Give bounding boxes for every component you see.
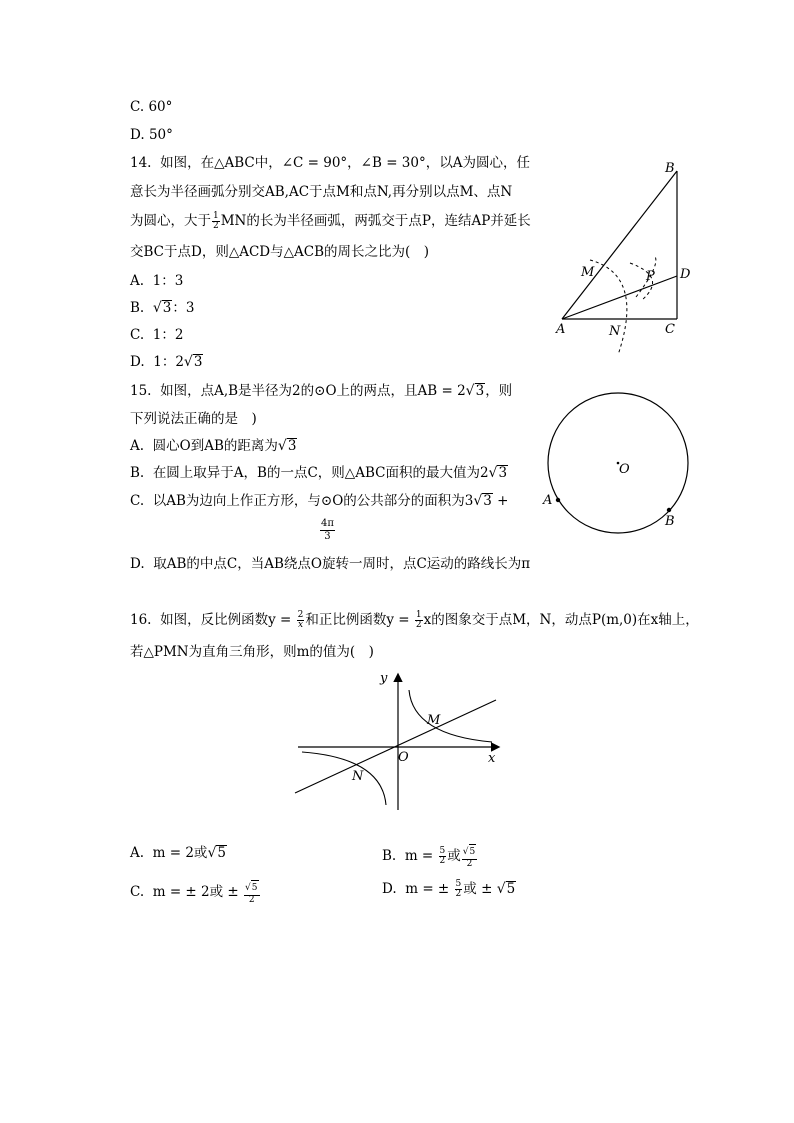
q15-stem-line-2 [130,410,257,428]
question-number: 15. [130,383,152,399]
frac-num: √5 [462,844,477,860]
frac-den: 2 [455,889,462,899]
frac-num: 4π [321,518,334,529]
option-text: 1：3 [152,273,184,289]
label-y: y [380,671,388,686]
option-text: 或 ± [463,881,497,897]
frac-den: 2 [439,856,446,866]
sqrt-radicand: 5 [469,844,477,859]
option-text: 取AB的中点C，当AB绕点O旋转一周时，点C运动的路线长为π [153,556,531,572]
q16-option-a [130,844,227,862]
frac-den: 2 [248,895,255,905]
q14-option-d [130,353,203,371]
stem-text: ，则 [485,383,513,399]
q14-stem-line-2 [130,183,512,201]
frac-den: 2 [213,221,219,231]
stem-text: 如图，点A,B是半径为2的⊙O上的两点，且AB = 2 [160,383,466,399]
fraction-root5-over-2 [462,844,477,869]
frac-den: 3 [324,531,331,542]
option-label: B. [382,848,397,864]
label-n: N [609,324,621,339]
option-text: + [492,493,509,509]
option-text: 在圆上取异于A，B的一点C，则△ABC面积的最大值为2 [152,465,489,481]
option-text: 50° [148,127,173,143]
option-text: m = ± 2或 ± [152,884,244,900]
fraction-2-over-x [297,611,305,630]
option-text: 1：2 [153,354,184,370]
sqrt-sign: √ [488,465,498,481]
option-text: 以AB为边向上作正方形，与⊙O的公共部分的面积为3 [152,493,474,509]
q16-option-d [382,880,516,899]
option-label: A. [130,845,145,861]
sqrt-radicand: 3 [498,465,508,481]
option-text: 或 [447,848,461,864]
stem-text: 若△PMN为直角三角形，则m的值为( ) [130,644,374,660]
q14-option-c [130,326,183,344]
option-label: B. [130,465,145,481]
q15-option-c [130,492,509,510]
label-p: P [646,269,655,284]
question-number: 14. [130,155,152,171]
sqrt-radicand: 3 [287,438,297,454]
q15-circle-figure [540,390,700,535]
frac-num: 2 [297,610,304,620]
fraction-half [212,212,220,231]
option-label: C. [130,493,145,509]
q14-option-b [130,299,194,317]
sqrt-radicand: 5 [217,845,226,861]
q14-triangle-figure [550,155,700,355]
sqrt-sign: √ [152,300,162,316]
sqrt-radicand: 3 [475,383,485,399]
frac-num: 1 [213,211,219,221]
option-label: D. [130,354,145,370]
q13-option-c [130,98,172,116]
option-label: D. [130,127,145,143]
option-text: 60° [148,99,173,115]
sqrt-sign: √ [277,438,287,454]
arc-from-a [590,260,627,355]
option-text: 圆心O到AB的距离为 [152,438,278,454]
option-text: ：3 [172,300,195,316]
option-label: A. [130,438,145,454]
hyperbola-branch-2 [302,752,386,805]
point-a [556,498,560,502]
q16-stem-line-2 [130,643,374,661]
label-o: O [398,750,409,765]
sqrt-radicand: 3 [193,354,203,370]
segment-ab [562,171,677,319]
frac-num: √5 [244,880,259,896]
q16-stem-line-1 [130,611,699,630]
stem-text: MN的长为半径画弧，两弧交于点P，连结AP并延长 [220,213,531,229]
sqrt-radicand: 5 [506,881,516,897]
frac-den: 2 [466,859,473,869]
q16-graph-figure [290,670,510,815]
q16-option-c [130,880,261,905]
q15-option-b [130,464,508,482]
sqrt-radicand: 3 [483,493,492,509]
option-label: D. [130,556,145,572]
option-text: 1：2 [152,327,184,343]
stem-text: 交BC于点D，则△ACD与△ACB的周长之比为( ) [130,244,430,260]
frac-den: x [297,620,304,630]
sqrt-radicand: 5 [251,880,259,895]
q14-stem-line-1 [130,154,530,172]
option-label: C. [130,99,145,115]
point-b [667,508,671,512]
label-b: B [665,161,675,176]
q15-stem-line-1 [130,382,512,400]
frac-num: 5 [455,879,462,889]
frac-den: 2 [415,620,422,630]
frac-num: 5 [439,846,446,856]
stem-text: 下列说法正确的是 ) [130,411,257,427]
option-text: m = [404,848,438,864]
label-o: O [619,462,630,477]
sqrt-sign: √ [207,845,217,861]
option-label: C. [130,884,145,900]
sqrt-sign: √ [183,354,193,370]
q13-option-d [130,126,173,144]
sqrt-sign: √ [465,383,475,399]
option-label: B. [130,300,145,316]
stem-text: 意长为半径画弧分别交AB,AC于点M和点N,再分别以点M、点N [130,184,513,200]
option-text: m = ± [405,881,454,897]
label-m: M [427,713,441,728]
q14-option-a [130,272,183,290]
q15-option-c-fraction [320,518,335,543]
label-a: A [543,493,553,508]
q15-option-d [130,555,530,573]
label-x: x [488,751,496,766]
stem-text: 如图，反比例函数y = [160,612,296,628]
stem-text: 如图，在△ABC中，∠C = 90°，∠B = 30°，以A为圆心，任 [160,155,530,171]
sqrt-sign: √ [473,493,483,509]
fraction-root5-over-2 [244,880,259,905]
fraction-half [415,611,423,630]
frac-num: 1 [415,610,422,620]
label-d: D [680,267,691,282]
stem-text: x的图象交于点M，N，动点P(m,0)在x轴上， [423,612,699,628]
fraction-5-over-2 [439,847,447,866]
option-label: A. [130,273,145,289]
stem-text: 为圆心，大于 [130,213,211,229]
fraction-5-over-2 [455,880,463,899]
label-a: A [556,322,566,337]
label-c: C [665,322,675,337]
q16-option-b [382,844,478,869]
q15-option-a [130,437,297,455]
q14-stem-line-4 [130,243,429,261]
question-number: 16. [130,612,152,628]
label-b: B [665,514,675,529]
q14-stem-line-3 [130,212,531,231]
sqrt-radicand: 3 [162,300,172,316]
label-n: N [352,769,364,784]
option-label: D. [382,881,397,897]
label-m: M [581,265,595,280]
sqrt-sign: √ [496,881,506,897]
option-text: m = 2或 [152,845,208,861]
stem-text: 和正比例函数y = [305,612,414,628]
option-label: C. [130,327,145,343]
